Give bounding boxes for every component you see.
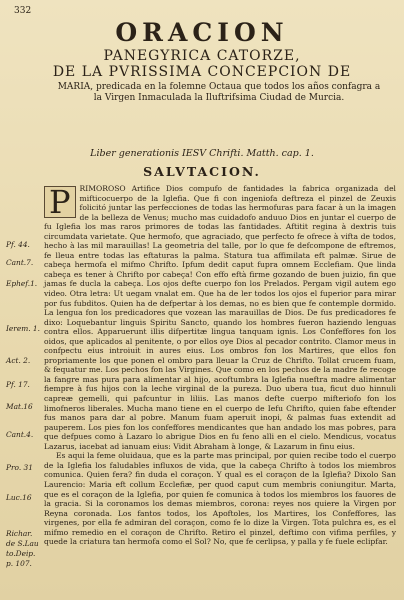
marginal-note: Act. 2.	[6, 356, 31, 365]
marginal-note: Cant.7.	[6, 258, 34, 267]
marginal-note: Pro. 31	[6, 463, 33, 472]
title-oracion: ORACION	[115, 18, 289, 47]
marginal-note: Richar.	[6, 529, 33, 538]
page-number: 332	[14, 6, 32, 16]
paragraph-1	[44, 184, 396, 451]
title-panegyrica: PANEGYRICA CATORZE,	[103, 48, 301, 64]
marginal-note: Luc.16	[6, 493, 32, 502]
paragraph-2: Es aqui la feme oluidaua, que es la parte mas principal, por quien recibe todo el cuerpo de la Iglefia los faludables influxos de vida, que la cabeça Chrifto à todos los miembros comunica. Quien fera? fin duda el coraçon. Y qual es el coraçon de la Iglefia? Dixolo San Laurencio: Maria eft collum Ecclefiæ, per quod caput cum membris coniungitur. Marta, que es el coraçon de la Iglefia, por quien fe comunica à todos los miembros los fauores de la gracia. Si la coronamos los demas miembros, corona: reyes nos quiere la Virgen por Reyna coronada. Los fantos todos, los Apoftoles, los Martires, los Confeffores, las virgenes, por ella fe admiran del coraçon, como fe lo dize la Virgen. Tota pulchra es, es el mifmo remedio en el coraçon de Chrifto. Retiro el pinzel, deftimo con vifima perfiles, y quede la criatura tan hermofa como el Sol? No, que fe cerlipsa, y palla y fe fuele eclipfar.	[44, 451, 396, 547]
marginal-note: Pf. 44.	[6, 240, 30, 249]
marginal-note: Mat.16	[6, 402, 33, 411]
paragraph-1-text: RIMOROSO Artifice Dios compufo de fantidades la fabrica organizada del mifticocuerpo de la Iglefia. Que fi con ingeniofa deftreza el pinzel de Zeuxis folicitó juntar las perfecciones de todas las hermofuras para facar à un la imagen de la belleza de Venus; mucho mas cuidadofo anduuo Dios en juntar el cuerpo de fu Iglefia los mas raros primores de todas las fantidades. Aftitit regina à dextris tuis circumdata varietate. Que hermofo, que agraciado, que perfecto fe ofrece à vifta de todos, hecho à las mil marauillas! La geometria del talle, por lo que fe defcompone de eftremos, fe lleua entre todas las eftaturas la palma. Statura tua affimilata eft palmæ. Sirue de cabeça hermofa el mifmo Chrifto. Ipfum dedit caput fupra omnem Ecclefiam. Que linda cabeça es tener à Chrifto por cabeça! Con effo eftà firme gozando de buen juizio, fin que jamas fe ducla la cabeça. Los ojos defte cuerpo fon los Prelados. Pergam vigil autem ego video. Otra letra: Ut uegam vnalat em. Que ha de ler todos los ojos el fuperior para mirar por fus fubditos. Quien ha de defpertar à los demas, no es bien que fe contemple dormido. La lengua fon los predicadores que vozean las marauillas de Dios. De fus predicadores fe dixo: Loquebantur linguis Spiritu Sancto, quando los hombres fueron haziendo lenguas contra ellos. Apparuerunt illis difpertitæ lingua tanquam ignis. Los Confeffores fon los oidos, que aplicados al penitente, o por ellos oye Dios al pecador contrito. Clamor meus in confpectu eius introiuit in aures eius. Los ombros fon los Martires, que ellos fon propriamente los que ponen el ombro para lleuar la Cruz de Chrifto. Tollat crucem fuam, & fequatur me. Los pechos fon las Virgines. Que como en los pechos de la madre fe recoge la fangre mas pura para alimentar al hijo, acoftumbra la Iglefia nueftra madre alimentar fiempre à fus hijos con la leche virginal de la pureza. Duo ubera tua, ficut duo hinnuli capreæ gemelli, qui pafcuntur in liliis. Las manos defte cuerpo mifteriofo fon los limofneros liberales. Mucha mano tiene en el cuerpo de Iefu Chrifto, quien fabe eftender fus manos para dar al pobre. Manum fuam aperuit inopi, & palmas fuas extendit ad pauperem. Los pies fon los confeffores mendicantes que han andado los mas pobres, para que defpues como à Lazaro lo abrigue Dios en fu feno alli en el cielo. Mendicus, vocatus Lazarus, iacebat ad ianuam eius: Vidit Abraham à longe, & Lazarum in finu eius.	[44, 184, 396, 451]
marginal-note: Ephef.1.	[6, 279, 38, 288]
title-subtitle: MARIA, predicada en la folemne Octaua que todos los años confagra a la Virgen Inmaculada la Iluftrifsima Ciudad de Murcia.	[57, 82, 381, 103]
marginal-note: Cant.4.	[6, 430, 34, 439]
marginal-note: Pf. 17.	[6, 380, 30, 389]
marginal-note: to.Deip.	[6, 549, 36, 558]
main-text	[44, 184, 396, 547]
scripture-citation: Liber generationis IESV Chrifti. Matth. cap. 1.	[90, 148, 314, 159]
marginal-note: Ierem. 1.	[6, 324, 40, 333]
section-heading: SALVTACION.	[143, 164, 261, 179]
drop-cap: P	[44, 186, 76, 218]
title-concepcion: DE LA PVRISSIMA CONCEPCION DE	[52, 64, 352, 80]
marginal-note: de S.Lau	[6, 539, 39, 548]
marginal-note: p. 107.	[6, 559, 32, 568]
